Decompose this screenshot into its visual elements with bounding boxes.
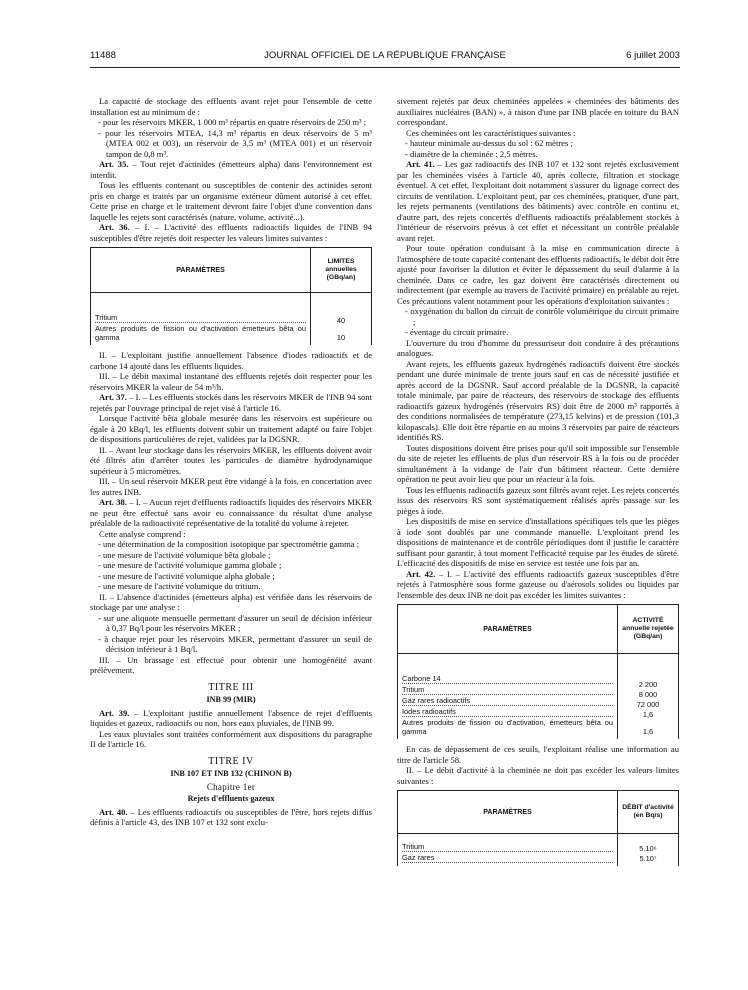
article-42 bbox=[397, 569, 679, 601]
table-header-parameters: PARAMÈTRES bbox=[91, 248, 311, 293]
article-39 bbox=[90, 708, 372, 729]
paragraph: Lorsque l'activité bêta globale mesurée dans les réservoirs est supérieure ou égale à 20 kBq/l, les effluents doivent subir un traitement adapté ou faire l'objet de dispositions particulières de rejet, validées par la DGSNR. bbox=[90, 413, 372, 444]
paragraph: II. – L'exploitant justifie annuellement l'absence d'iodes radioactifs et de carbone 14 ajouté dans les effluents liquides. bbox=[90, 350, 372, 371]
article-37 bbox=[90, 392, 372, 413]
table-value: 1,6 bbox=[642, 727, 654, 736]
table-header-parameters: PARAMÈTRES bbox=[398, 605, 618, 654]
list-item: - pour les réservoirs MTEA, 14,3 m³ répartis en deux réservoirs de 5 m³ (MTEA 002 et 003), un réservoir de 3,5 m³ (MTEA 001) et un réservoir tampon de 0,8 m³. bbox=[98, 127, 372, 159]
paragraph: Cette analyse comprend : bbox=[99, 528, 186, 539]
paragraph: Ces cheminées ont les caractéristiques suivantes : bbox=[406, 127, 576, 138]
titre-heading: TITRE IV bbox=[208, 755, 254, 767]
paragraph: Toutes dispositions doivent être prises pour qu'il soit impossible sur l'ensemble du site de rejeter les effluents de plus d'un réservoir RS à la fois ou de procéder simultanément à la vidange de l'air d'un bâtiment réacteur. Cette dernière opération ne peut avoir lieu que pour un réacteur à la fois. bbox=[397, 442, 679, 484]
page-header bbox=[90, 50, 680, 64]
table-value: 1,6 bbox=[642, 710, 654, 719]
list-item: - à chaque rejet pour les réservoirs MKER, permettant d'assurer un seuil de décision inférieur à 1 Bq/l. bbox=[98, 633, 372, 654]
paragraph: Tous les effluents radioactifs gazeux sont filtrés avant rejet. Les rejets concertés issus des réservoirs RS sont systématiquement réalisés après passage sur les pièges à iode. bbox=[397, 484, 679, 516]
section-heading: INB 99 (MIR) bbox=[206, 695, 256, 704]
left-column bbox=[90, 96, 372, 986]
table-row-label: Autres produits de fission ou d'activation émetteurs bêta ou gamma bbox=[95, 324, 306, 342]
table-value-cell bbox=[618, 654, 679, 740]
article-40 bbox=[90, 807, 372, 828]
article-label: Art. 40. bbox=[99, 806, 128, 817]
list-item: - une mesure de l'activité volumique gamma globale ; bbox=[98, 560, 282, 570]
article-text: – I. – L'activité des effluents radioactifs liquides de l'INB 94 susceptibles d'être rejetés doit respecter les valeurs limites suivantes : bbox=[90, 222, 372, 243]
paragraph: III. – Un seul réservoir MKER peut être vidangé à la fois, en concertation avec les autres INB. bbox=[90, 476, 372, 497]
paragraph: II. – L'absence d'actinides (émetteurs alpha) est vérifiée dans les réservoirs de stockage par une analyse : bbox=[90, 591, 372, 612]
paragraph: III. – Un brassage est effectué pour obtenir une homogénéité avant prélèvement. bbox=[90, 654, 372, 675]
list-item: - hauteur minimale au-dessus du sol : 62 mètres ; bbox=[405, 138, 573, 148]
paragraph: Tous les effluents contenant ou susceptibles de contenir des actinides seront pris en charge et traités par un organisme extérieur dûment autorisé à cet effet. Cette prise en charge et le traitement devront faire l'objet d'une convention dans laquelle les rejets sont caractérisés (nature, volume, activité...). bbox=[90, 180, 372, 222]
paragraph: La capacité de stockage des effluents avant rejet pour l'ensemble de cette installation est au minimum de : bbox=[90, 96, 372, 117]
list-item: - une détermination de la composition isotopique par spectrométrie gamma ; bbox=[98, 539, 360, 549]
header-rule bbox=[90, 67, 680, 68]
article-label: Art. 42. bbox=[406, 568, 436, 579]
table-value: 5.10⁶ bbox=[639, 844, 657, 853]
table-parameter-cell bbox=[91, 293, 311, 346]
list-item: - oxygénation du ballon du circuit de contrôle volumétrique du circuit primaire ; bbox=[405, 306, 679, 327]
table-value: 10 bbox=[336, 333, 346, 342]
article-38 bbox=[90, 497, 372, 529]
article-label: Art. 35. bbox=[99, 159, 129, 169]
paragraph: II. – Avant leur stockage dans les réservoirs MKER, les effluents doivent avoir été filtrés afin d'arrêter toutes les particules de diamètre hydrodynamique supérieur à 5 micromètres. bbox=[90, 444, 372, 476]
article-text: – Les gaz radioactifs des INB 107 et 132 sont rejetés exclusivement par les cheminées visées à l'article 40, après collecte, filtration et stockage éventuel. A cet effet, l'exploitant doit notamment s'assurer du lignage correct des circuits de ventilation. L'exploitant peut, par ces cheminées, pratiquer, d'une part, les rejets permanents (ventilations des bâtiments) avec contrôle en continu et, d'autre part, des rejets concertés d'effluents radioactifs préalablement stockés à l'intérieur de réservoirs prévus à cet effet et nécessitant un contrôle préalable avant rejet. bbox=[397, 159, 679, 243]
table-value: 72 000 bbox=[636, 700, 660, 709]
article-text: – L'exploitant justifie annuellement l'absence de rejet d'effluents liquides et gazeux, radioactifs ou non, hors eaux pluviales, de l'INB 99. bbox=[90, 707, 372, 728]
table-value: 2 200 bbox=[638, 680, 658, 689]
limits-table-gaseous bbox=[397, 604, 679, 739]
list-item: - une mesure de l'activité volumique bêta globale ; bbox=[98, 549, 271, 560]
table-header-limits: LIMITES annuelles (GBq/an) bbox=[311, 248, 372, 293]
list-item: - une mesure de l'activité volumique du tritium. bbox=[98, 581, 261, 591]
article-label: Art. 39. bbox=[99, 707, 130, 718]
paragraph: En cas de dépassement de ces seuils, l'exploitant réalise une information au titre de l'article 58. bbox=[397, 744, 679, 765]
article-label: Art. 38. bbox=[99, 497, 127, 507]
table-value: 5.10⁷ bbox=[639, 854, 657, 863]
paragraph: Les eaux pluviales sont traitées conformément aux dispositions du paragraphe II de l'article 16. bbox=[90, 728, 372, 749]
table-header-rate: DÉBIT d'activité (en Bq/s) bbox=[618, 791, 679, 834]
titre-heading: TITRE III bbox=[208, 681, 254, 693]
subsection-heading: Rejets d'effluents gazeux bbox=[187, 794, 275, 803]
table-row-label: Iodes radioactifs bbox=[402, 707, 613, 717]
limits-table-inb94 bbox=[90, 247, 372, 345]
paragraph: III. – Le débit maximal instantané des effluents rejetés doit respecter pour les réservoirs MKER la valeur de 54 m³/h. bbox=[90, 371, 372, 392]
table-row-label: Tritium bbox=[402, 685, 613, 695]
table-value-cell bbox=[618, 834, 679, 867]
article-text: – I. – Les effluents stockés dans les réservoirs MKER de l'INB 94 sont rejetés par l'ouvrage principal de rejet visé à l'article 16. bbox=[90, 392, 372, 413]
rate-limits-table bbox=[397, 790, 679, 866]
table-value: 8 000 bbox=[638, 690, 658, 699]
article-text: – I. – Aucun rejet d'effluents radioactifs liquides des réservoirs MKER ne peut être effectué sans avoir eu connaissance du résultat d'une analyse préalable de la radioactivité représentative de la totalité du volume à rejeter. bbox=[90, 497, 372, 528]
paragraph: sivement rejetés par deux cheminées appelées « cheminées des bâtiments des auxiliaires nucléaires (BAN) », à raison d'une par INB placée en toiture du BAN correspondant. bbox=[397, 96, 679, 127]
article-text: – I. – L'activité des effluents radioactifs gazeux susceptibles d'être rejetés à l'atmosphère sous forme gazeuse ou d'aérosols solides ou liquides par l'ensemble des deux INB ne doit pas excéder les limites suivantes : bbox=[397, 568, 679, 600]
article-label: Art. 36. bbox=[99, 222, 130, 232]
section-heading: INB 107 ET INB 132 (CHINON B) bbox=[170, 769, 292, 778]
paragraph: II. – Le débit d'activité à la cheminée ne doit pas excéder les valeurs limites suivantes : bbox=[397, 765, 679, 786]
table-row-label: Gaz rares radioactifs bbox=[402, 696, 613, 706]
paragraph: L'ouverture du trou d'homme du pressuriseur doit conduire à des précautions analogues. bbox=[397, 337, 679, 358]
table-row-label: Carbone 14 bbox=[402, 674, 613, 684]
table-header-parameters: PARAMÈTRES bbox=[398, 791, 618, 834]
article-text: – Tout rejet d'actinides (émetteurs alpha) dans l'environnement est interdit. bbox=[90, 159, 372, 180]
table-row-label: Gaz rares bbox=[402, 853, 613, 863]
article-36 bbox=[90, 222, 372, 243]
list-item: - sur une aliquote mensuelle permettant d'assurer un seuil de décision inférieur à 0,37 Bq/l pour les réservoirs MKER ; bbox=[98, 612, 372, 633]
table-header-activity: ACTIVITÉ annuelle rejetée (GBq/an) bbox=[618, 605, 679, 654]
article-label: Art. 37. bbox=[99, 392, 127, 402]
list-item: - diamètre de la cheminée : 2,5 mètres. bbox=[405, 148, 538, 159]
page-number: 11488 bbox=[90, 50, 116, 61]
table-parameter-cell bbox=[398, 834, 618, 867]
journal-title: JOURNAL OFFICIEL DE LA RÉPUBLIQUE FRANÇAISE bbox=[264, 50, 506, 61]
chapter-heading: Chapitre 1er bbox=[206, 781, 256, 792]
paragraph: Avant rejets, les effluents gazeux hydrogénés radioactifs doivent être stockés pendant une durée minimale de trente jours sauf en cas de nécessité justifiée et après accord de la DGSNR. Sauf accord préalable de la DGSNR, la capacité totale minimale, par paire de réacteurs, des réservoirs de stockage des effluents radioactifs gazeux hydrogénés (réservoirs RS) doit être de 2000 m³ rapportés à des conditions normalisées de température (273,15 kelvins) et de pression (101,3 kilopascals). Elle doit être répartie en au moins 3 réservoirs par paire de réacteurs identifiés RS. bbox=[397, 358, 679, 442]
list-item: - pour les réservoirs MKER, 1 000 m³ répartis en quatre réservoirs de 250 m³ ; bbox=[98, 117, 367, 127]
table-row-label: Tritium bbox=[95, 313, 306, 323]
paragraph: Les dispositifs de mise en service d'installations spécifiques tels que les pièges à iode sont doublés par une commande manuelle. L'exploitant prend les dispositions de maintenance et de contrôle périodiques dont il justifie le caractère suffisant pour garantir, à tout moment l'efficacité requise par les études de sûreté. L'efficacité des dispositifs de mise en service est testée une fois par an. bbox=[397, 516, 679, 568]
paragraph: Pour toute opération conduisant à la mise en communication directe à l'atmosphère de toute capacité contenant des effluents radioactifs, le débit doit être ajusté pour favoriser la dilution et éviter le dépassement du seuil d'alarme à la cheminée. Dans ce cadre, les gaz doivent être caractérisés directement ou indirectement (par exemple au travers de l'activité primaire) en préalable au rejet. Ces précautions valent notamment pour les opérations d'exploitation suivantes : bbox=[397, 243, 679, 306]
article-text: – Les effluents radioactifs ou susceptibles de l'être, hors rejets diffus définis à l'article 43, des INB 107 et 132 sont exclu- bbox=[90, 806, 372, 827]
table-value-cell bbox=[311, 293, 372, 346]
right-column bbox=[397, 96, 679, 986]
list-item: - éventage du circuit primaire. bbox=[405, 327, 509, 337]
issue-date: 6 juillet 2003 bbox=[626, 50, 680, 61]
table-parameter-cell bbox=[398, 654, 618, 740]
table-row-label: Tritium bbox=[402, 842, 613, 852]
table-value: 40 bbox=[336, 316, 346, 325]
article-label: Art. 41. bbox=[406, 159, 435, 169]
list-item: - une mesure de l'activité volumique alpha globale ; bbox=[98, 570, 275, 581]
article-35 bbox=[90, 159, 372, 180]
article-41 bbox=[397, 159, 679, 243]
table-row-label: Autres produits de fission ou d'activation, émetteurs bêta ou gamma bbox=[402, 718, 613, 736]
